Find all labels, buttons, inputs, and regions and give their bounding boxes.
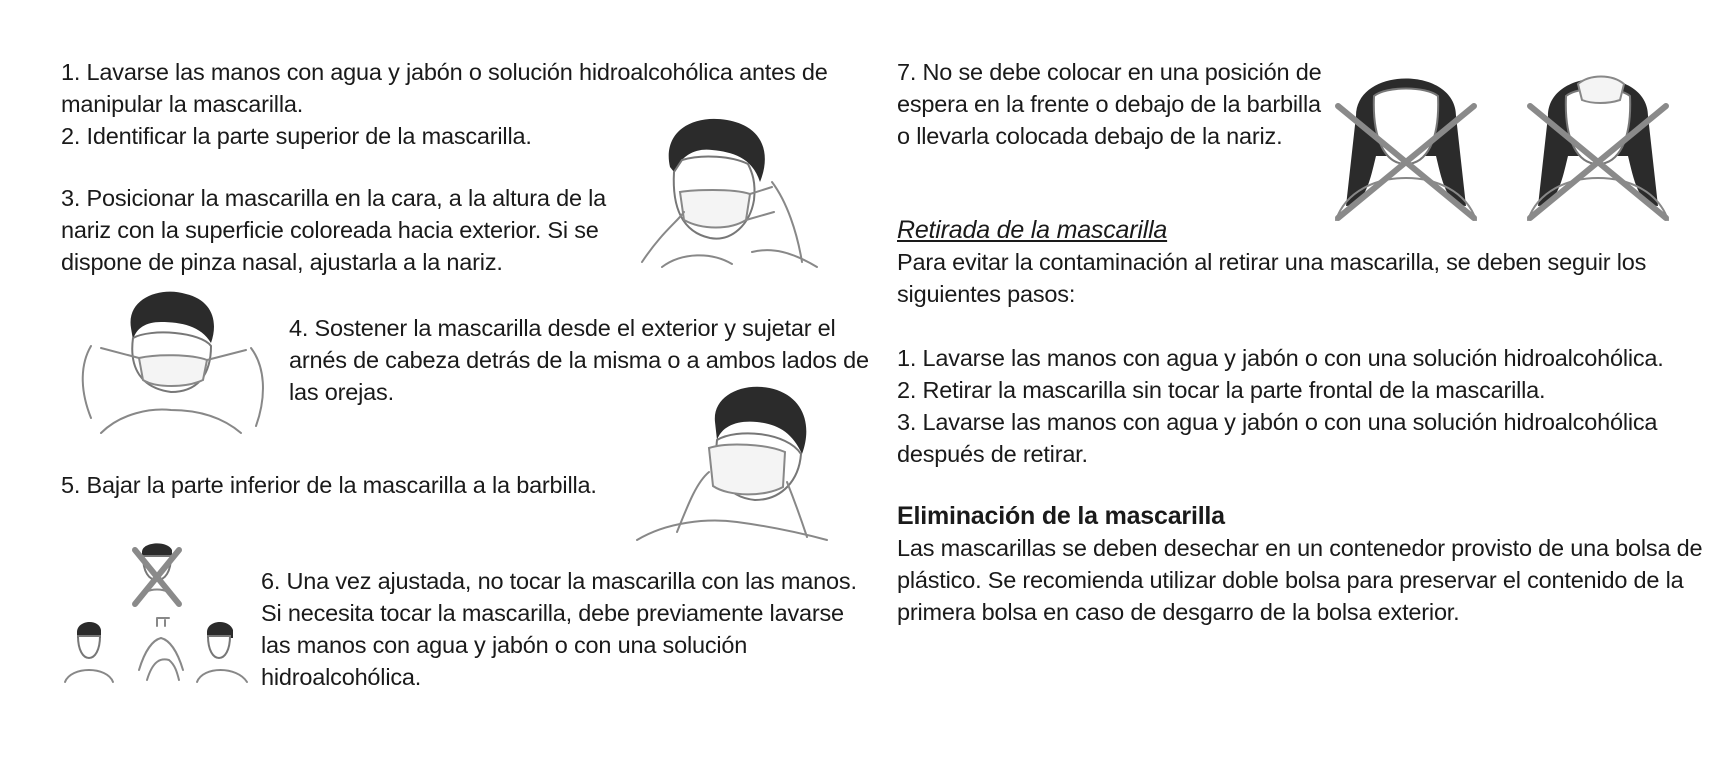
step-3-line-3: dispone de pinza nasal, ajustarla a la nariz. <box>61 249 503 275</box>
step-6-line-4: hidroalcohólica. <box>261 664 422 690</box>
removal-section <box>897 214 1664 470</box>
step-7-text <box>897 56 1321 152</box>
disposal-section <box>897 500 1702 628</box>
removal-step-3: 3. Lavarse las manos con agua y jabón o con una solución hidroalcohólica <box>897 409 1658 435</box>
step-6-line-3: las manos con agua y jabón o con una solución <box>261 632 748 658</box>
disposal-line-1: Las mascarillas se deben desechar en un contenedor provisto de una bolsa de <box>897 535 1703 561</box>
step-3-illustration <box>622 112 822 277</box>
removal-step-2: 2. Retirar la mascarilla sin tocar la parte frontal de la mascarilla. <box>897 377 1546 403</box>
step-5-text <box>61 469 597 501</box>
step-7-illustration-1 <box>1316 56 1496 222</box>
step-2-text: 2. Identificar la parte superior de la mascarilla. <box>61 123 532 149</box>
no-touch-figure-icon <box>135 543 179 604</box>
step-5-line-1: 5. Bajar la parte inferior de la mascarilla a la barbilla. <box>61 472 597 498</box>
step-1-line-1: 1. Lavarse las manos con agua y jabón o solución hidroalcohólica antes de <box>61 59 828 85</box>
right-figure-icon <box>197 622 247 682</box>
hand-washing-icon <box>139 618 183 680</box>
removal-title: Retirada de la mascarilla <box>897 216 1168 244</box>
step-5-illustration <box>617 382 832 542</box>
step-6-line-2: Si necesita tocar la mascarilla, debe previamente lavarse <box>261 600 844 626</box>
step-7-line-3: o llevarla colocada debajo de la nariz. <box>897 123 1283 149</box>
step-4-line-3: las orejas. <box>289 379 394 405</box>
step-3-line-2: nariz con la superficie coloreada hacia exterior. Si se <box>61 217 599 243</box>
removal-intro-line-1: Para evitar la contaminación al retirar una mascarilla, se deben seguir los <box>897 249 1647 275</box>
disposal-line-2: plástico. Se recomienda utilizar doble bolsa para preservar el contenido de la <box>897 567 1684 593</box>
removal-step-3-cont: después de retirar. <box>897 441 1088 467</box>
disposal-title: Eliminación de la mascarilla <box>897 502 1225 530</box>
step-3-line-1: 3. Posicionar la mascarilla en la cara, a la altura de la <box>61 185 607 211</box>
spacer <box>897 310 1664 342</box>
disposal-line-3: primera bolsa en caso de desgarro de la bolsa exterior. <box>897 599 1460 625</box>
step-1-line-2: manipular la mascarilla. <box>61 91 304 117</box>
left-figure-icon <box>65 622 113 682</box>
step-6-illustration <box>57 540 257 690</box>
step-7-line-1: 7. No se debe colocar en una posición de <box>897 59 1322 85</box>
step-4-line-1: 4. Sostener la mascarilla desde el exterior y sujetar el <box>289 315 836 341</box>
removal-intro-line-2: siguientes pasos: <box>897 281 1076 307</box>
step-7-line-2: espera en la frente o debajo de la barbilla <box>897 91 1321 117</box>
step-3-text <box>61 182 606 278</box>
step-7-illustration-2 <box>1508 56 1688 222</box>
step-4-illustration <box>61 288 281 438</box>
step-4-line-2: arnés de cabeza detrás de la misma o a ambos lados de <box>289 347 869 373</box>
step-6-text <box>261 565 857 693</box>
step-6-line-1: 6. Una vez ajustada, no tocar la mascarilla con las manos. <box>261 568 857 594</box>
removal-step-1: 1. Lavarse las manos con agua y jabón o con una solución hidroalcohólica. <box>897 345 1664 371</box>
